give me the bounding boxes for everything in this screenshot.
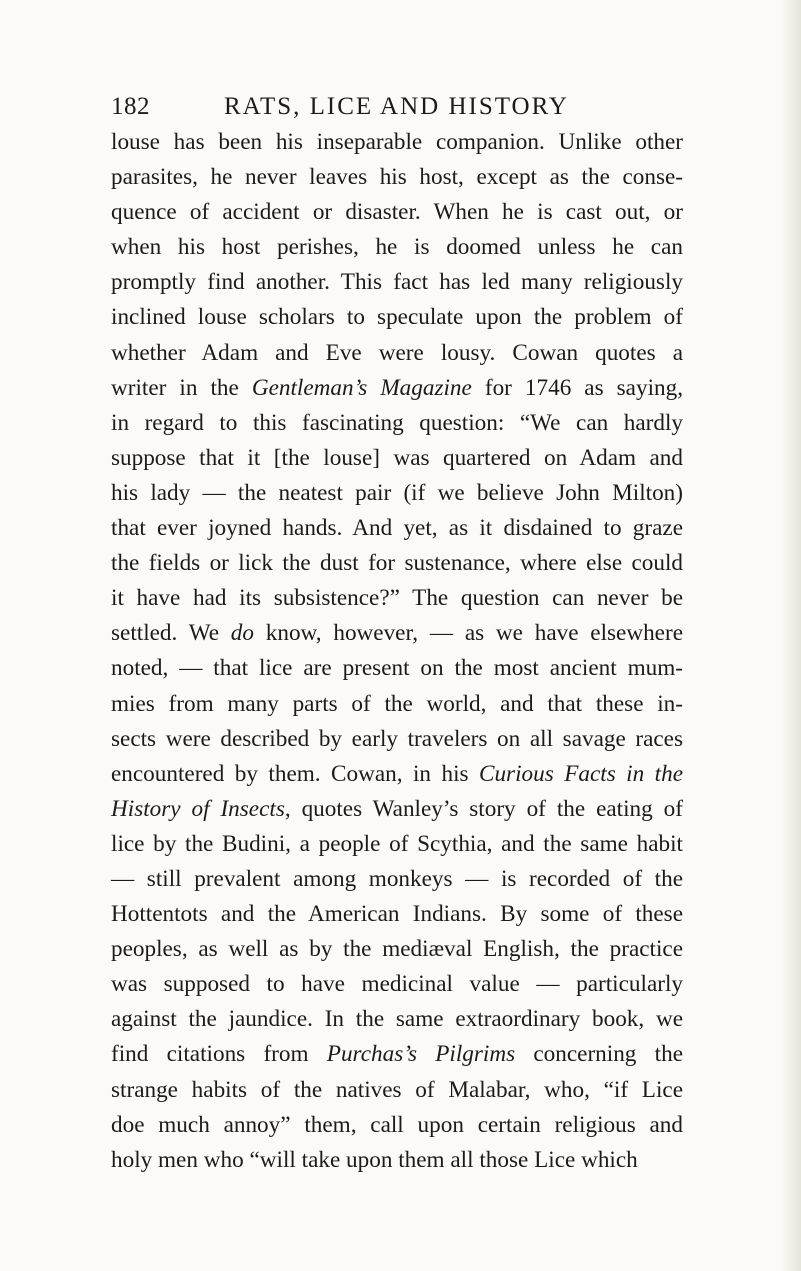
text-segment: holy men who “will take upon them all those Lice which [111,1146,638,1173]
text-segment: quence of accident or disaster. When he is cast out, or [111,199,683,226]
text-line [111,1108,683,1143]
text-line [111,336,683,371]
page-edge-shadow [781,0,801,1271]
text-line [111,687,683,722]
text-line [111,722,683,757]
text-line [111,1143,683,1178]
text-segment: it have had its subsistence?” The question can never be [111,585,683,612]
text-segment: Hottentots and the American Indians. By some of these [111,901,683,928]
text-segment: doe much annoy” them, call upon certain religious and [111,1111,683,1138]
text-segment: know, however, — as we have elsewhere [253,620,683,647]
text-line [111,476,683,511]
text-line [111,616,683,651]
italic-text: do [230,620,254,647]
text-line [111,195,683,230]
text-line [111,265,683,300]
italic-text: Curious Facts in the [479,760,683,787]
text-segment: in regard to this fascinating question: “We can hardly [111,409,683,436]
text-segment: suppose that it [the louse] was quartered on Adam and [111,444,683,471]
text-segment: — still prevalent among monkeys — is recorded of the [111,865,683,892]
text-line [111,1002,683,1037]
text-line [111,1073,683,1108]
text-line [111,932,683,967]
text-segment: against the jaundice. In the same extraordinary book, we [111,1006,683,1033]
text-segment: sects were described by early travelers on all savage races [111,725,683,752]
text-line [111,160,683,195]
italic-text: Gentleman’s Magazine [251,374,472,401]
text-segment: parasites, he never leaves his host, except as the conse- [111,164,683,191]
text-line [111,651,683,686]
text-segment: find citations from [111,1041,327,1068]
text-segment: settled. We [111,620,231,647]
text-segment: noted, — that lice are present on the most ancient mum- [111,655,683,682]
text-line [111,967,683,1002]
text-line [111,1037,683,1072]
text-line [111,441,683,476]
text-line [111,230,683,265]
text-segment: concerning the [515,1041,683,1068]
text-line [111,792,683,827]
text-line [111,371,683,406]
italic-text: History of Insects [111,795,285,822]
text-segment: writer in the [111,374,252,401]
text-line [111,862,683,897]
text-segment: when his host perishes, he is doomed unless he can [111,234,683,261]
text-line [111,757,683,792]
text-line [111,581,683,616]
text-line [111,511,683,546]
text-segment: louse has been his inseparable companion. Unlike other [111,129,683,155]
text-line [111,406,683,441]
text-segment: promptly find another. This fact has led many religiously [111,269,683,296]
text-segment: his lady — the neatest pair (if we believe John Milton) [111,479,683,506]
text-segment: the fields or lick the dust for sustenance, where else could [111,550,683,577]
text-segment: , quotes Wanley’s story of the eating of [284,795,683,822]
text-segment: for 1746 as saying, [471,374,683,401]
text-line [111,827,683,862]
text-segment: lice by the Budini, a people of Scythia, and the same habit [111,830,683,857]
text-line [111,546,683,581]
text-line [111,125,683,160]
page-header [111,92,631,126]
text-segment: peoples, as well as by the mediæval English, the practice [111,936,683,963]
text-segment: whether Adam and Eve were lousy. Cowan quotes a [111,339,683,366]
running-title: RATS, LICE AND HISTORY [224,93,569,120]
text-segment: mies from many parts of the world, and that these in- [111,690,683,717]
text-line [111,897,683,932]
text-line [111,300,683,335]
italic-text: Purchas’s Pilgrims [326,1041,516,1068]
text-segment: was supposed to have medicinal value — particularly [111,971,683,998]
page-number: 182 [111,93,150,120]
body-text [111,125,683,1178]
text-segment: strange habits of the natives of Malabar, who, “if Lice [111,1076,683,1103]
text-segment: encountered by them. Cowan, in his [111,760,479,787]
text-segment: that ever joyned hands. And yet, as it disdained to graze [111,515,683,542]
text-segment: inclined louse scholars to speculate upon the problem of [111,304,683,331]
